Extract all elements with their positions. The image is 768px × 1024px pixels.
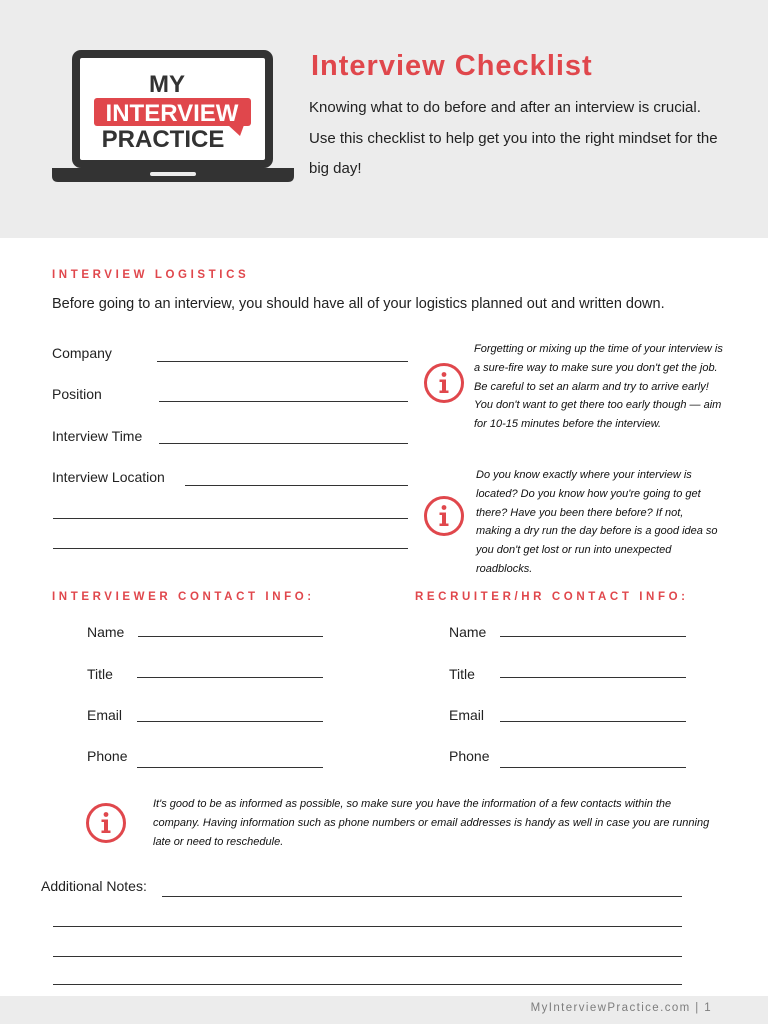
footer-band: [0, 996, 768, 1024]
location-tip: Do you know exactly where your interview is located? Do you know how you're going to get there? Have you been there before? If not, making a dry run the day before is a good idea so you don't get lost or run into unexpected roadblocks.: [476, 469, 718, 575]
notes-line-2[interactable]: [53, 926, 682, 927]
recruiter-name-line[interactable]: [500, 636, 686, 637]
interview-location-line-3[interactable]: [53, 548, 408, 549]
interview-time-line[interactable]: [159, 443, 408, 444]
position-line[interactable]: [159, 401, 408, 402]
interviewer-name-label: Name: [87, 624, 125, 640]
page-title: Interview Checklist: [311, 50, 593, 82]
interview-location-line[interactable]: [185, 485, 408, 486]
laptop-logo: [52, 48, 294, 184]
logo-line2: INTERVIEW: [105, 100, 239, 127]
position-label: Position: [52, 386, 102, 402]
interviewer-phone-label: Phone: [87, 748, 128, 764]
info-icon: [423, 495, 465, 537]
interviewer-phone-line[interactable]: [137, 767, 323, 768]
laptop-trackpad: [150, 172, 196, 176]
notes-line-1[interactable]: [162, 896, 682, 897]
interview-time-label: Interview Time: [52, 428, 143, 444]
recruiter-name-label: Name: [449, 624, 487, 640]
time-tip: Forgetting or mixing up the time of your interview is a sure-fire way to make sure you don't get the job. Be careful to set an alarm and try to arrive early! You don't want to get there too early though — aim for 10-15 minutes before the interview.: [474, 343, 723, 431]
info-icon: [85, 802, 127, 844]
header-band: [0, 0, 768, 238]
recruiter-phone-line[interactable]: [500, 767, 686, 768]
recruiter-heading: RECRUITER/HR CONTACT INFO:: [415, 591, 689, 603]
interview-location-line-2[interactable]: [53, 518, 408, 519]
notes-line-4[interactable]: [53, 984, 682, 985]
logistics-lead: Before going to an interview, you should have all of your logistics planned out and written down.: [52, 296, 665, 312]
recruiter-email-line[interactable]: [500, 721, 686, 722]
interviewer-email-line[interactable]: [137, 721, 323, 722]
company-label: Company: [52, 345, 112, 361]
interview-location-label: Interview Location: [52, 469, 165, 485]
recruiter-title-line[interactable]: [500, 677, 686, 678]
interviewer-email-label: Email: [87, 707, 123, 723]
recruiter-phone-label: Phone: [449, 748, 490, 764]
interviewer-title-line[interactable]: [137, 677, 323, 678]
notes-line-3[interactable]: [53, 956, 682, 957]
contacts-tip: It's good to be as informed as possible, so make sure you have the information of a few contacts within the company. Having information such as phone numbers or email addresses is handy as well in case you are running late or need to reschedule.: [153, 798, 710, 848]
interviewer-heading: INTERVIEWER CONTACT INFO:: [52, 591, 315, 603]
logistics-heading: INTERVIEW LOGISTICS: [52, 269, 250, 281]
footer-text: MyInterviewPractice.com | 1: [530, 1002, 712, 1014]
logo-line3: PRACTICE: [101, 126, 225, 153]
logo-line1: MY: [149, 71, 185, 98]
interviewer-name-line[interactable]: [138, 636, 323, 637]
info-icon: [423, 362, 465, 404]
recruiter-email-label: Email: [449, 707, 485, 723]
interviewer-title-label: Title: [87, 666, 113, 682]
intro-paragraph: Knowing what to do before and after an interview is crucial. Use this checklist to help get you into the right mindset for the big day!: [309, 99, 718, 177]
recruiter-title-label: Title: [449, 666, 475, 682]
company-line[interactable]: [157, 361, 408, 362]
additional-notes-label: Additional Notes:: [41, 878, 147, 894]
